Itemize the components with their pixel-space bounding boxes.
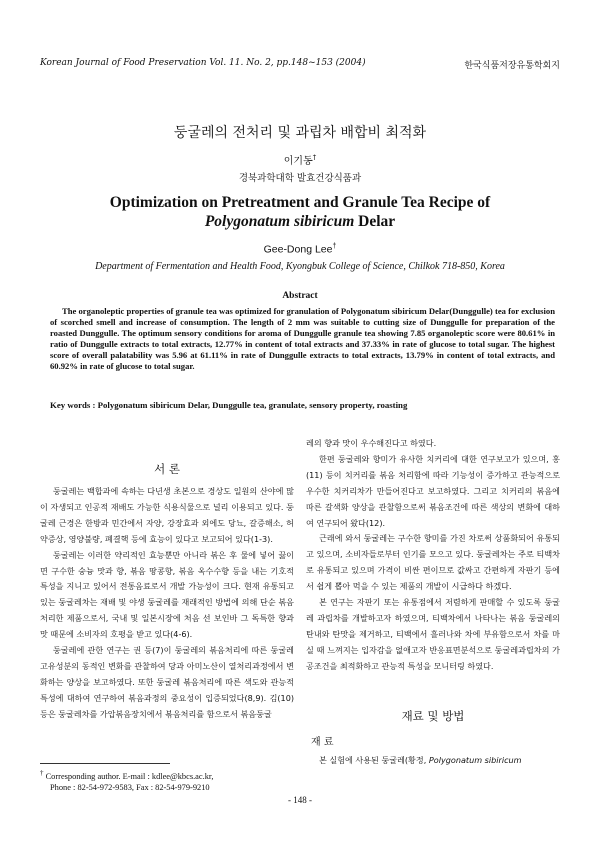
abstract-heading: Abstract [282,291,318,301]
intro-paragraph: 둥굴레에 관한 연구는 권 등(7)이 둥굴레의 볶음처리에 따른 둥굴레 고유성분의 동적인 변화를 관찰하여 당과 아미노산이 열처리과정에서 변화하는 양상을 보고하였다. 또한 둥굴레 볶음처리에 따른 색도와 관능적 특성에 대하여 연구하여 볶음과정의 중요성이 입증되었다(8,9). 김(10) 등은 둥굴레차를 가압볶음장치에서 볶음처리를 함으로서 볶음둥굴 [40,645,294,719]
korean-author-name: 이기동 [283,156,313,167]
footnote-rule [40,763,170,764]
intro-paragraph: 둥굴레는 이러한 약리적인 효능뿐만 아니라 볶은 후 물에 넣어 끓이면 구수한 숭늉 맛과 향, 볶음 땅콩향, 볶음 옥수수향 등을 내는 기호적 특성을 지니고 있어서 전통음료로서 개발 가능성이 크다. 현재 유통되고 있는 둥굴레차는 재배 및 야생 둥굴레를 재래적인 방법에 의해 단순 볶음 처리한 제품으로서, 국내 및 일본시장에 처음 선 보인바 그 독특한 향과 맛 때문에 소비자의 호평을 받고 있다(4-6). [40,549,294,640]
footnote-mark: † [40,769,44,777]
english-title-line1: Optimization on Pretreatment and Granule Tea Recipe of [109,194,491,211]
intro-paragraph: 레의 향과 맛이 우수해진다고 하였다. [306,438,437,448]
korean-affiliation: 경북과학대학 발효건강식품과 [238,173,362,184]
journal-citation: Korean Journal of Food Preservation Vol. 11. No. 2, pp.148~153 (2004) [40,58,366,68]
intro-paragraph: 둥굴레는 백합과에 속하는 다년생 초본으로 경상도 일원의 산야에 많이 자생되고 인공적 재배도 가능한 식용식물으로 널리 이용되고 있다. 둥굴레 근경은 한방과 민간에서 자양, 강장효과 외에도 당뇨, 갈증해소, 허약증상, 영양불량, 폐결핵 등에 효능이 있다고 보고되어 있다(1-3). [40,486,294,544]
right-column [306,436,560,675]
korean-author [0,152,600,167]
keywords [50,400,560,410]
methods-text-start: 본 실험에 사용된 둥굴레(황정, [319,755,429,765]
running-head [40,58,560,72]
keywords-label: Key words : [50,400,98,410]
materials-subheading: 재 료 [311,737,334,748]
footnote-line1 [40,768,294,782]
korean-title: 둥굴레의 전처리 및 과립차 배합비 최적화 [173,125,427,141]
footnote-line2: Phone : 82-54-972-9583, Fax : 82-54-979-9210 [50,782,210,792]
methods-species: Polygonatum sibiricum [428,755,522,765]
english-author-name: Gee-Dong Lee [263,243,333,256]
korean-author-mark: † [312,153,317,162]
footnote-email: Corresponding author. E-mail : kdlee@kbcs.ac.kr, [45,771,214,781]
english-author-mark: † [332,243,337,250]
intro-paragraph: 본 연구는 자판기 또는 유통점에서 저렴하게 판매할 수 있도록 둥굴레 과립차를 개발하고자 하였으며, 티백차에서 나타나는 볶음 둥굴레의 탄내와 탄맛을 제거하고, 티백에서 흘러나와 차에 부유함으로서 차를 마실 때 느껴지는 입자감을 없애고자 반응표면분석으로 둥굴레과립차의 가공조건을 최적화하고 관능적 특성을 모니터링 하였다. [306,597,560,671]
english-title-species: Polygonatum sibiricum [204,213,355,230]
methods-paragraph [306,753,560,769]
intro-paragraph: 한편 둥굴레와 향미가 유사한 치커리에 대한 연구보고가 있으며, 홍(11) 등이 치커리를 볶음 처리함에 따라 기능성이 증가하고 관능적으로 우수한 치커리차가 만들어진다고 보고하였다. 그리고 치커리의 볶음에 따른 갈색화 양상을 관찰함으로써 볶음조건에 따른 색상의 변화에 대하여 연구되어 왔다(12). [306,453,560,528]
english-title [0,193,600,231]
methods-heading: 재료 및 방법 [401,709,465,723]
intro-paragraph: 근래에 와서 둥굴레는 구수한 향미를 가진 차로써 상품화되어 유통되고 있으며, 소비자들로부터 인기를 모으고 있다. 둥굴레차는 주로 티백차로 유통되고 있으며 가격이 비싼 편이므로 값싸고 간편하게 자판기 등에서 쉽게 뽑아 먹을 수 있는 제품의 개발이 시급하다 하겠다. [306,533,560,592]
english-affiliation: Department of Fermentation and Health Food, Kyongbuk College of Science, Chilkok 718-850, Korea [95,261,505,272]
english-title-line2-rest: Delar [354,213,396,230]
society-name: 한국식품저장유통학회지 [464,61,560,71]
keywords-text: Polygonatum sibiricum Delar, Dunggulle tea, granulate, sensory property, roasting [97,400,408,410]
english-author [0,243,600,256]
footnote [40,768,294,793]
left-column [40,484,294,723]
abstract-text: The organoleptic properties of granule tea was optimized for granulation of Polygonatum sibiricum Delar(Dunggulle) tea for exclusion of scorched smell and increase of consumption. The length of 2 mm was suitable to cutting size of Dunggulle for preparation of the roasted Dunggulle. The optimum sensory conditions for aroma of Dunggulle granule tea showing 7.85 organoleptic score were 80.61% in ratio of Dunggulle extracts to total extracts, 12.77% in content of total extracts and 37.33% in rate of glucose to total sugar. The highest score of overall palatability was 5.96 at 61.11% in rate of Dunggulle extracts to total extracts, 13.79% in content of total extracts, and 60.92% in rate of glucose to total sugar. [50,306,555,372]
page-number: - 148 - [288,795,312,805]
methods-text [306,753,560,769]
english-title-line2 [0,212,600,231]
intro-heading: 서 론 [154,462,180,476]
